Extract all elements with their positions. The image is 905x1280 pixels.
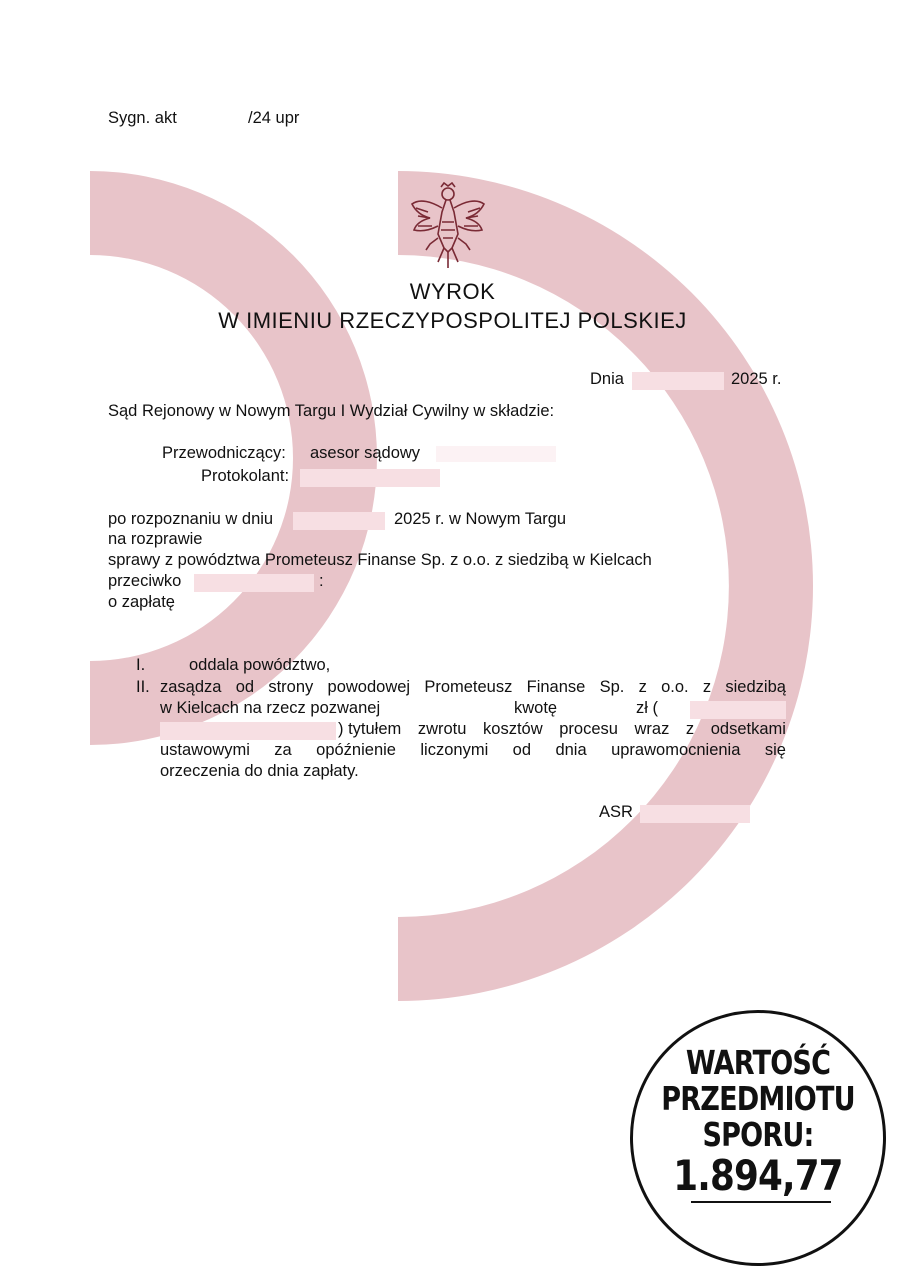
stamp-line-3: SPORU:	[702, 1115, 814, 1154]
case-reference-prefix: Sygn. akt	[108, 109, 177, 127]
redaction-amount-words	[690, 701, 786, 719]
ruling-2-line-5: orzeczenia do dnia zapłaty.	[160, 762, 359, 780]
redaction-hearing-date	[293, 512, 385, 530]
ruling-2-line-1: zasądza od strony powodowej Prometeusz Finanse Sp. z o.o. z siedzibą	[160, 678, 786, 696]
ruling-2-line-2c: zł (	[636, 699, 658, 717]
hearing-line-suffix: 2025 r. w Nowym Targu	[394, 510, 567, 528]
case-parties-line: sprawy z powództwa Prometeusz Finanse Sp. z o.o. z siedzibą w Kielcach	[108, 551, 652, 569]
stamp-value: 1.894,77	[673, 1151, 843, 1200]
ruling-2-number: II.	[136, 678, 150, 696]
ruling-2-line-3: ) tytułem zwrotu kosztów procesu wraz z odsetkami	[338, 720, 786, 738]
redaction-date	[632, 372, 724, 390]
presiding-label: Przewodniczący:	[162, 444, 286, 462]
redaction-signature-name	[640, 805, 750, 823]
ruling-1-number: I.	[136, 656, 146, 674]
signature-label: ASR	[599, 803, 633, 821]
against-label: przeciwko	[108, 572, 182, 590]
hearing-line-prefix: po rozpoznaniu w dniu	[108, 510, 274, 528]
date-prefix: Dnia	[590, 370, 624, 388]
against-punctuation: :	[319, 572, 324, 590]
stamp-line-2: PRZEDMIOTU	[661, 1079, 855, 1118]
date-suffix: 2025 r.	[731, 370, 782, 388]
redaction-amount-words-continued	[160, 722, 336, 740]
dispute-value-stamp	[630, 1010, 886, 1266]
case-subject: o zapłatę	[108, 593, 175, 611]
document-title: WYROK	[409, 279, 496, 304]
ruling-2-line-2a: w Kielcach na rzecz pozwanej	[160, 699, 381, 717]
redaction-amount	[566, 701, 628, 719]
court-name: Sąd Rejonowy w Nowym Targu I Wydział Cywilny w składzie:	[108, 402, 555, 420]
ruling-2-line-4: ustawowymi za opóźnienie liczonymi od dnia uprawomocnienia się	[160, 741, 786, 759]
presiding-value: asesor sądowy	[310, 444, 421, 462]
hearing-type: na rozprawie	[108, 530, 203, 548]
document-subtitle: W IMIENIU RZECZYPOSPOLITEJ POLSKIEJ	[218, 308, 687, 333]
ruling-1-text: oddala powództwo,	[189, 656, 331, 674]
redaction-presiding-name	[436, 446, 556, 462]
stamp-underline	[691, 1201, 831, 1203]
eagle-emblem-icon	[408, 182, 488, 270]
stamp-line-1: WARTOŚĆ	[685, 1043, 831, 1082]
ruling-2-line-2b: kwotę	[514, 699, 558, 717]
clerk-label: Protokolant:	[201, 467, 290, 485]
redaction-defendant-name	[194, 574, 314, 592]
redaction-clerk-name	[300, 469, 440, 487]
case-reference-suffix: /24 upr	[248, 109, 300, 127]
redaction-defendant	[400, 701, 512, 719]
